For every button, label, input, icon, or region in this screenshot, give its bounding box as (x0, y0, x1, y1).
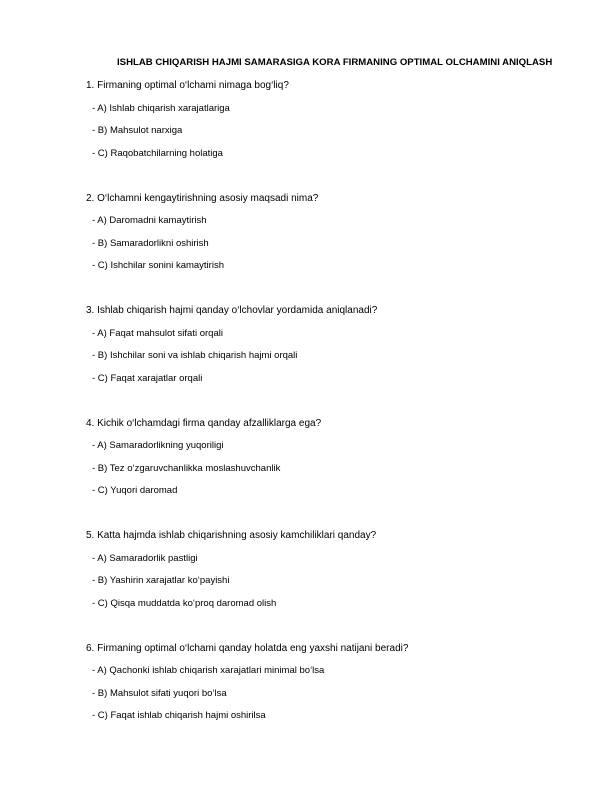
question-text: 4. Kichik o‘lchamdagi firma qanday afzalliklarga ega? (86, 417, 322, 429)
question-spacer (86, 169, 566, 192)
question-text: 6. Firmaning optimal o‘lchami qanday holatda eng yaxshi natijani beradi? (86, 642, 409, 654)
question-3 (86, 304, 566, 386)
question-4 (86, 417, 566, 499)
question-text: 2. O‘lchamni kengaytirishning asosiy maqsadi nima? (86, 192, 319, 204)
option-a: - A) Faqat mahsulot sifati orqali (92, 327, 223, 339)
option-a: - A) Ishlab chiqarish xarajatlariga (92, 102, 230, 114)
option-b: - B) Samaradorlikni oshirish (92, 237, 209, 249)
option-c: - C) Raqobatchilarning holatiga (92, 147, 223, 159)
document-title: ISHLAB CHIQARISH HAJMI SAMARASIGA KORA FIRMANING OPTIMAL OLCHAMINI ANIQLASH (117, 57, 553, 68)
option-b: - B) Ishchilar soni va ishlab chiqarish hajmi orqali (92, 350, 298, 361)
question-spacer (86, 282, 566, 305)
option-a: - A) Samaradorlik pastligi (92, 552, 198, 564)
question-2 (86, 192, 566, 274)
option-a: - A) Qachonki ishlab chiqarish xarajatlari minimal bo‘lsa (92, 665, 325, 676)
option-c: - C) Faqat xarajatlar orqali (92, 372, 203, 384)
option-a: - A) Daromadni kamaytirish (92, 215, 207, 226)
question-text: 5. Katta hajmda ishlab chiqarishning asosiy kamchiliklari qanday? (86, 530, 377, 541)
option-b: - B) Mahsulot narxiga (92, 125, 183, 136)
option-b: - B) Mahsulot sifati yuqori bo‘lsa (92, 687, 227, 699)
question-spacer (86, 619, 566, 642)
question-6 (86, 642, 566, 724)
option-b: - B) Yashirin xarajatlar ko‘payishi (92, 575, 230, 586)
option-a: - A) Samaradorlikning yuqoriligi (92, 440, 224, 451)
option-c: - C) Yuqori daromad (92, 485, 178, 496)
question-text: 1. Firmaning optimal o‘lchami nimaga bog‘liq? (86, 80, 289, 91)
option-c: - C) Ishchilar sonini kamaytirish (92, 260, 224, 271)
question-spacer (86, 394, 566, 417)
question-text: 3. Ishlab chiqarish hajmi qanday o‘lchovlar yordamida aniqlanadi? (86, 305, 378, 316)
question-spacer (86, 507, 566, 530)
question-5 (86, 529, 566, 611)
option-c: - C) Qisqa muddatda ko‘proq daromad olish (92, 597, 277, 609)
option-b: - B) Tez o‘zgaruvchanlikka moslashuvchanlik (92, 462, 281, 474)
option-c: - C) Faqat ishlab chiqarish hajmi oshirilsa (92, 710, 266, 721)
question-1 (86, 79, 566, 161)
question-list (86, 79, 566, 732)
